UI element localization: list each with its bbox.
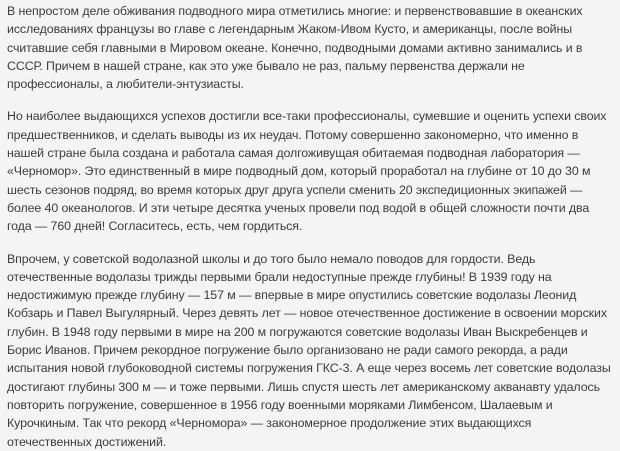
article-paragraph-2: Но наиболее выдающихся успехов достигли все-таки профессионалы, сумевшие и оценить успехи своих предшественников, и сделать выводы из их неудач. Потому совершенно закономерно, что именно в нашей стране была создана и работала самая долгоживущая обитаемая подводная лаборатория — «Черномор». Это единственный в мире подводный дом, который проработал на глубине от 10 до 30 м шесть сезонов подряд, во время которых друг друга успели сменить 20 экспедиционных экипажей — более 40 океанологов. И эти четыре десятка ученых провели под водой в общей сложности почти два года — 760 дней! Согласитесь, есть, чем гордиться. [7,109,607,234]
article-paragraph-1: В непростом деле обживания подводного мира отметились многие: и первенствовавшие в океанских исследованиях французы во главе с легендарным Жаком-Ивом Кусто, и американцы, после войны считавшие себя главными в Мировом океане. Конечно, подводными домами активно занимались и в СССР. Причем в нашей стране, как это уже бывало не раз, пальму первенства держали не профессионалы, а любители-энтузиасты. [7,4,583,92]
article-paragraph-3: Впрочем, у советской водолазной школы и до того было немало поводов для гордости. Ведь отечественные водолазы трижды первыми брали недоступные прежде глубины! В 1939 году на недостижимую прежде глубину — 157 м — впервые в мире опустились советские водолазы Леонид Кобзарь и Павел Выгулярный. Через девять лет — новое отечественное достижение в освоении морских глубин. В 1948 году первыми в мире на 200 м погружаются советские водолазы Иван Выскребенцев и Борис Иванов. Причем рекордное погружение было организовано не ради самого рекорда, а ради испытания новой глубоководной системы погружения ГКС-3. А еще через восемь лет советские водолазы достигают глубины 300 м — и тоже первыми. Лишь спустя шесть лет американскому акванавту удалось повторить погружение, совершенное в 1956 году военными моряками Лимбенсом, Шалаевым и Курочкиным. Так что рекорд «Черномора» — закономерное продолжение этих выдающихся отечественных достижений. [7,251,611,449]
